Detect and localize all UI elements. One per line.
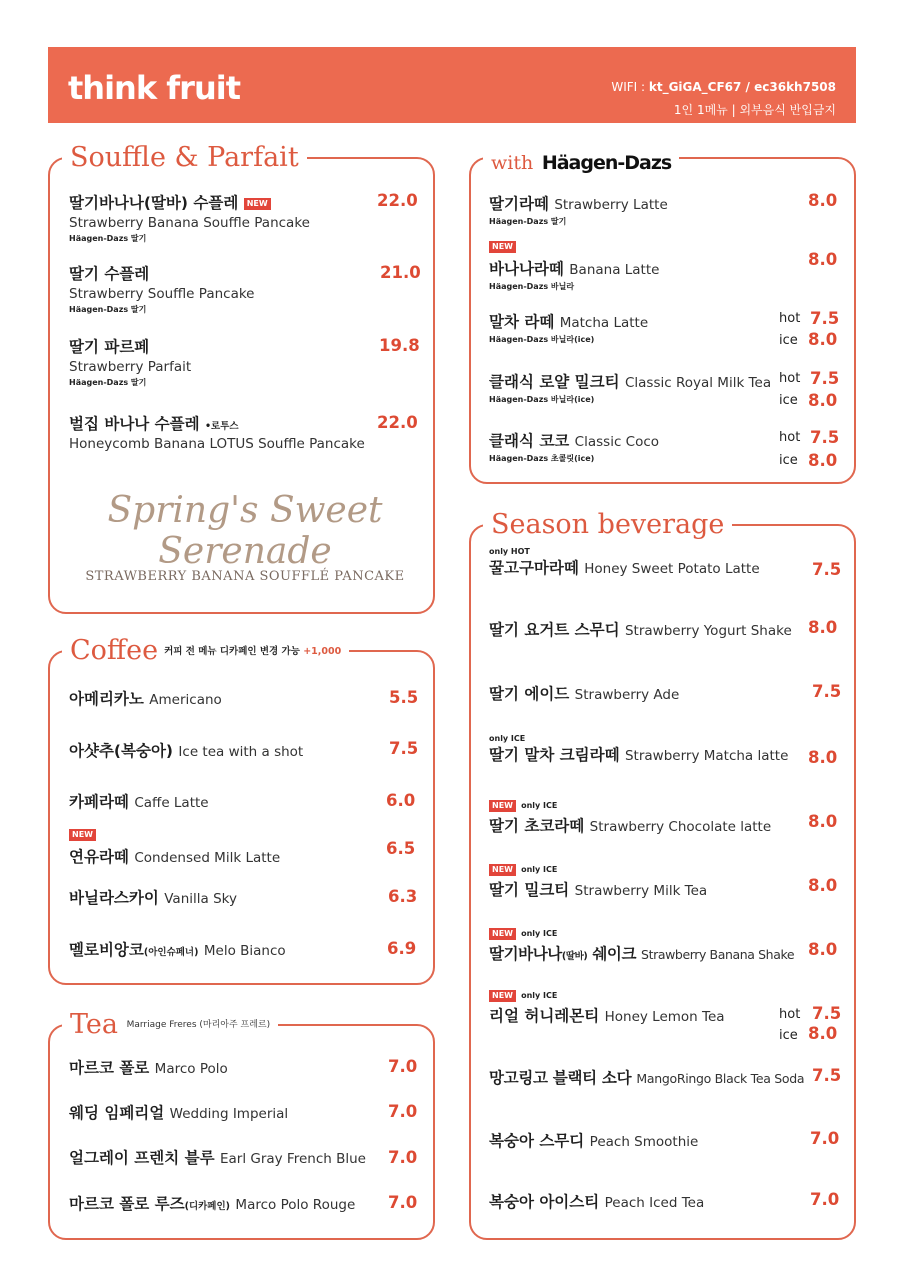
price: 7.0 (388, 1102, 418, 1121)
menu-item: NEW only ICE 딸기 밀크티 Strawberry Milk Tea (489, 864, 708, 899)
menu-item: 아샷추(복숭아) Ice tea with a shot (69, 742, 304, 760)
decaf-note: 커피 전 메뉴 디카페인 변경 가능 +1,000 (164, 645, 342, 657)
menu-item: 클래식 로얄 밀크티 Classic Royal Milk Tea Häagen-Dazs 바닐라(ice) (489, 373, 772, 404)
price: 8.0 (808, 940, 838, 959)
price: 7.0 (388, 1057, 418, 1076)
price-hot: 7.5 (810, 309, 840, 328)
only-tag: only ICE (521, 991, 558, 1000)
price-hot: 7.5 (810, 369, 840, 388)
haagen-dazs-note: Häagen-Dazs 바닐라(ice) (489, 335, 595, 344)
menu-item: only HOT 꿀고구마라떼 Honey Sweet Potato Latte (489, 547, 760, 577)
hot-label: hot (779, 311, 801, 326)
new-badge: NEW (489, 864, 516, 876)
ice-label: ice (779, 1028, 798, 1043)
season-title: Season beverage (483, 511, 732, 538)
menu-item: 말차 라떼 Matcha Latte Häagen-Dazs 바닐라(ice) (489, 313, 649, 344)
menu-item: NEW 바나나라떼 Banana Latte Häagen-Dazs 바닐라 (489, 241, 660, 291)
price: 7.5 (389, 739, 419, 758)
tea-brand-note: Marriage Freres (마리아주 프레르) (126, 1020, 271, 1030)
price: 8.0 (808, 812, 838, 831)
new-badge: NEW (69, 829, 96, 841)
menu-item: 벌집 바나나 수플레 •로투스 Honeycomb Banana LOTUS Souffle Pancake (69, 415, 365, 452)
new-badge: NEW (489, 241, 516, 253)
price: 7.0 (810, 1129, 840, 1148)
haagen-dazs-note: Häagen-Dazs 초콜릿(ice) (489, 454, 595, 463)
price-ice: 8.0 (808, 1024, 838, 1043)
new-badge: NEW (244, 198, 271, 210)
haagen-dazs-logo: Häagen-Dazs (541, 152, 672, 174)
price: 19.8 (379, 336, 420, 355)
price: 8.0 (808, 618, 838, 637)
price: 5.5 (389, 688, 419, 707)
haagen-dazs-note: Häagen-Dazs 바닐라 (489, 282, 575, 291)
coffee-title: Coffee 커피 전 메뉴 디카페인 변경 가능 +1,000 (62, 637, 349, 664)
hot-label: hot (779, 371, 801, 386)
haagen-dazs-note: Häagen-Dazs 딸기 (489, 217, 567, 226)
menu-item: 딸기라떼 Strawberry Latte Häagen-Dazs 딸기 (489, 195, 668, 226)
price: 22.0 (377, 191, 418, 210)
price-ice: 8.0 (808, 330, 838, 349)
menu-item: 딸기 파르페 Strawberry Parfait Häagen-Dazs 딸기 (69, 338, 192, 387)
price: 6.5 (386, 839, 416, 858)
only-tag: only ICE (521, 929, 558, 938)
price: 21.0 (380, 263, 421, 282)
price: 8.0 (808, 748, 838, 767)
wifi-value: kt_GiGA_CF67 / ec36kh7508 (648, 80, 836, 94)
haagen-dazs-note: Häagen-Dazs 딸기 (69, 234, 147, 243)
haagen-dazs-note: Häagen-Dazs 딸기 (69, 305, 147, 314)
haagen-dazs-note: Häagen-Dazs 바닐라(ice) (489, 395, 595, 404)
price-ice: 8.0 (808, 391, 838, 410)
menu-item: 망고링고 블랙티 소다 MangoRingo Black Tea Soda (489, 1069, 805, 1087)
only-tag: only ICE (521, 801, 558, 810)
menu-item: 웨딩 임페리얼 Wedding Imperial (69, 1104, 289, 1122)
souffle-title: Souffle & Parfait (62, 144, 307, 171)
price-hot: 7.5 (810, 428, 840, 447)
menu-item: 카페라떼 Caffe Latte (69, 793, 209, 811)
ice-label: ice (779, 333, 798, 348)
menu-item: 마르코 폴로 Marco Polo (69, 1059, 228, 1077)
only-tag: only ICE (489, 734, 526, 743)
price: 8.0 (808, 876, 838, 895)
price: 7.5 (812, 1066, 842, 1085)
price: 7.0 (810, 1190, 840, 1209)
price: 6.3 (388, 887, 418, 906)
price: 7.5 (812, 560, 842, 579)
tea-title: Tea Marriage Freres (마리아주 프레르) (62, 1011, 278, 1038)
price: 8.0 (808, 250, 838, 269)
promo-subtitle: STRAWBERRY BANANA SOUFFLÉ PANCAKE (85, 569, 405, 584)
menu-item: 딸기 수플레 Strawberry Souffle Pancake Häagen-Dazs 딸기 (69, 265, 255, 314)
only-tag: only ICE (521, 865, 558, 874)
menu-item: 바닐라스카이 Vanilla Sky (69, 889, 237, 907)
menu-item: NEW only ICE 리얼 허니레몬티 Honey Lemon Tea (489, 990, 725, 1025)
ice-label: ice (779, 453, 798, 468)
menu-item: 아메리카노 Americano (69, 690, 222, 708)
ice-label: ice (779, 393, 798, 408)
promo-script-title: Spring's Sweet Serenade (107, 490, 383, 572)
new-badge: NEW (489, 800, 516, 812)
menu-item: 딸기 에이드 Strawberry Ade (489, 685, 680, 703)
new-badge: NEW (489, 990, 516, 1002)
price: 8.0 (808, 191, 838, 210)
menu-item: NEW only ICE 딸기바나나(딸바) 쉐이크 Strawberry Banana Shake (489, 928, 795, 963)
wifi-info: WIFI : kt_GiGA_CF67 / ec36kh7508 (611, 80, 836, 94)
menu-item: only ICE 딸기 말차 크림라떼 Strawberry Matcha latte (489, 734, 789, 764)
haagen-dazs-title: with Häagen-Dazs (483, 147, 679, 174)
menu-item: 복숭아 아이스티 Peach Iced Tea (489, 1193, 705, 1211)
menu-item: 클래식 코코 Classic Coco Häagen-Dazs 초콜릿(ice) (489, 432, 660, 463)
header-bar (48, 47, 856, 123)
new-badge: NEW (489, 928, 516, 940)
menu-item: 딸기바나나(딸바) 수플레 NEW Strawberry Banana Souffle Pancake Häagen-Dazs 딸기 (69, 194, 310, 243)
price: 22.0 (377, 413, 418, 432)
menu-item: NEW 연유라떼 Condensed Milk Latte (69, 829, 281, 866)
hot-label: hot (779, 430, 801, 445)
price-ice: 8.0 (808, 451, 838, 470)
price: 7.0 (388, 1193, 418, 1212)
price-hot: 7.5 (812, 1004, 842, 1023)
price: 6.9 (387, 939, 417, 958)
price: 7.0 (388, 1148, 418, 1167)
only-tag: only HOT (489, 547, 530, 556)
house-rules: 1인 1메뉴 | 외부음식 반입금지 (673, 103, 836, 117)
menu-item: NEW only ICE 딸기 초코라떼 Strawberry Chocolate latte (489, 800, 772, 835)
brand-logo: think fruit (68, 69, 240, 107)
menu-item: 얼그레이 프렌치 블루 Earl Gray French Blue (69, 1149, 366, 1167)
menu-item: 딸기 요거트 스무디 Strawberry Yogurt Shake (489, 621, 792, 639)
haagen-dazs-note: Häagen-Dazs 딸기 (69, 378, 147, 387)
price: 7.5 (812, 682, 842, 701)
menu-item: 멜로비앙코(아인슈페너) Melo Bianco (69, 941, 286, 959)
price: 6.0 (386, 791, 416, 810)
menu-item: 복숭아 스무디 Peach Smoothie (489, 1132, 699, 1150)
hot-label: hot (779, 1007, 801, 1022)
menu-item: 마르코 폴로 루즈(디카페인) Marco Polo Rouge (69, 1195, 356, 1213)
